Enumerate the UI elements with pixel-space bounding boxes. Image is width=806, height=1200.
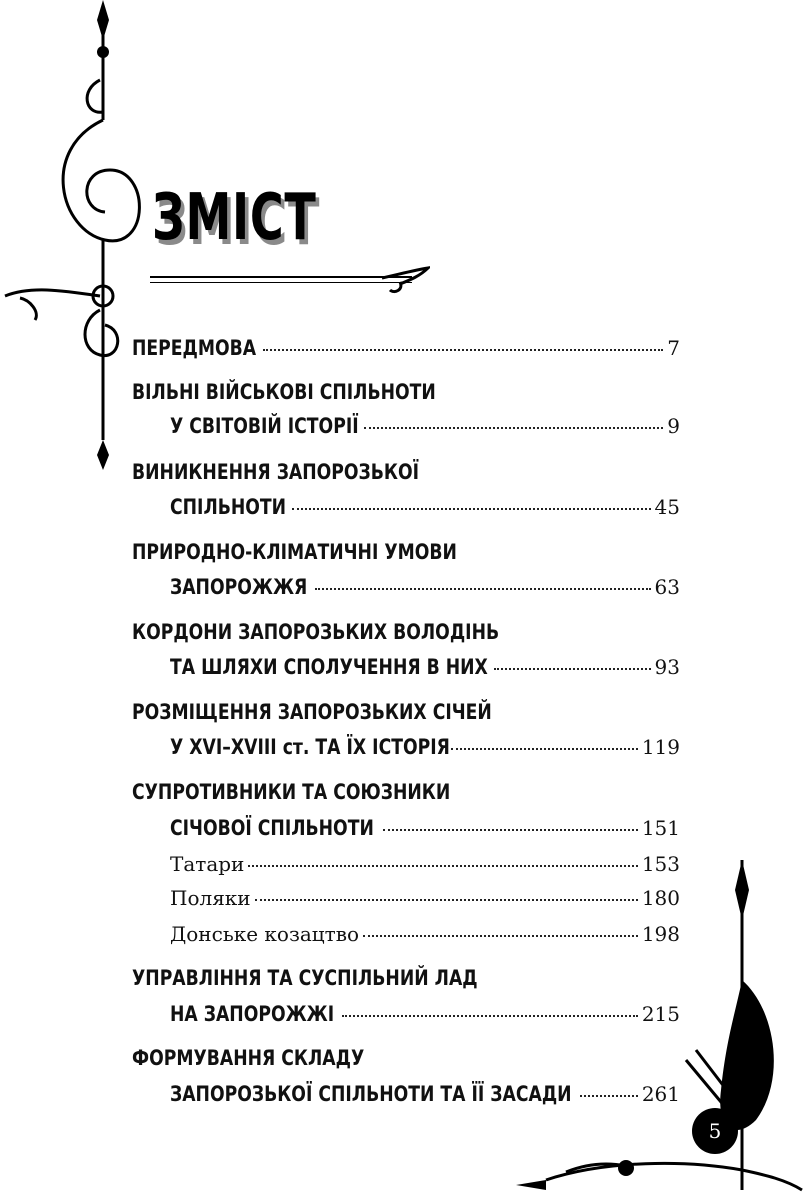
toc-page-number: 119	[641, 735, 680, 759]
toc-page-number: 261	[641, 1082, 680, 1106]
toc-entry-title: ТА ШЛЯХИ СПОЛУЧЕННЯ В НИХ	[170, 655, 488, 679]
toc-subentry-title: Татари	[170, 852, 245, 876]
toc-page-number: 153	[641, 852, 680, 876]
toc-entry-title: ВІЛЬНІ ВІЙСЬКОВІ СПІЛЬНОТИ	[132, 380, 436, 404]
toc-entry-title: У XVI–XVIII ст. ТА ЇХ ІСТОРІЯ	[170, 735, 450, 759]
toc-entry-title: РОЗМІЩЕННЯ ЗАПОРОЗЬКИХ СІЧЕЙ	[132, 700, 492, 724]
toc-entry-heading	[132, 1046, 415, 1070]
toc-entry-heading	[132, 540, 528, 564]
dot-leader	[315, 588, 650, 590]
dot-leader	[383, 829, 638, 831]
toc-entry-heading	[132, 620, 580, 644]
dot-leader	[364, 427, 663, 429]
page-number-badge: 5	[692, 1108, 738, 1154]
toc-entry-title: ЗАПОРОЖЖЯ	[170, 575, 308, 599]
dot-leader	[292, 508, 651, 510]
toc-entry[interactable]	[170, 655, 680, 679]
toc-entry-title: УПРАВЛІННЯ ТА СУСПІЛЬНИЙ ЛАД	[132, 966, 478, 990]
toc-page-number: 93	[654, 655, 680, 679]
toc-page-number: 198	[641, 922, 680, 946]
toc-page-number: 215	[641, 1002, 680, 1026]
toc-page-number: 151	[641, 816, 680, 840]
toc-entry-heading	[132, 380, 503, 404]
toc-page-number: 9	[667, 414, 680, 438]
toc-entry[interactable]	[170, 575, 680, 599]
toc-entry-title: ПЕРЕДМОВА	[132, 336, 257, 360]
toc-entry-heading	[132, 780, 520, 804]
toc-entry-title: ПРИРОДНО-КЛІМАТИЧНІ УМОВИ	[132, 540, 457, 564]
toc-page-number: 63	[654, 575, 680, 599]
toc-entry-title: КОРДОНИ ЗАПОРОЗЬКИХ ВОЛОДІНЬ	[132, 620, 500, 644]
toc-subentry-title: Поляки	[170, 886, 251, 910]
toc-entry-title: ВИНИКНЕННЯ ЗАПОРОЗЬКОЇ	[132, 460, 420, 484]
toc-entry-title: СУПРОТИВНИКИ ТА СОЮЗНИКИ	[132, 780, 451, 804]
page-title: ЗМІСТ	[152, 181, 317, 255]
toc-page-number: 180	[641, 886, 680, 910]
toc-entry-title: СІЧОВОЇ СПІЛЬНОТИ	[170, 816, 374, 840]
toc-entry-title: СПІЛЬНОТИ	[170, 495, 287, 519]
toc-entry[interactable]	[170, 414, 680, 438]
toc-entry-title: У СВІТОВІЙ ІСТОРІЇ	[170, 414, 359, 438]
toc-entry-title: ЗАПОРОЗЬКОЇ СПІЛЬНОТИ ТА ЇЇ ЗАСАДИ	[170, 1082, 572, 1106]
toc-subentry-title: Донське козацтво	[170, 922, 360, 946]
toc-entry-heading	[132, 460, 482, 484]
toc-entry[interactable]	[132, 336, 680, 360]
toc-entry-heading	[132, 700, 571, 724]
dot-leader	[494, 668, 651, 670]
toc-entry[interactable]	[170, 495, 680, 519]
toc-page-number: 45	[654, 495, 680, 519]
toc-entry[interactable]	[170, 816, 680, 840]
cossack-weapons-ornament	[506, 860, 806, 1200]
toc-page-number: 7	[667, 336, 680, 360]
toc-entry[interactable]	[170, 735, 680, 759]
toc-entry-title: НА ЗАПОРОЖЖІ	[170, 1002, 335, 1026]
dot-leader	[263, 349, 663, 351]
toc-entry-title: ФОРМУВАННЯ СКЛАДУ	[132, 1046, 365, 1070]
toc-entry-heading	[132, 966, 553, 990]
dot-leader	[451, 748, 637, 750]
